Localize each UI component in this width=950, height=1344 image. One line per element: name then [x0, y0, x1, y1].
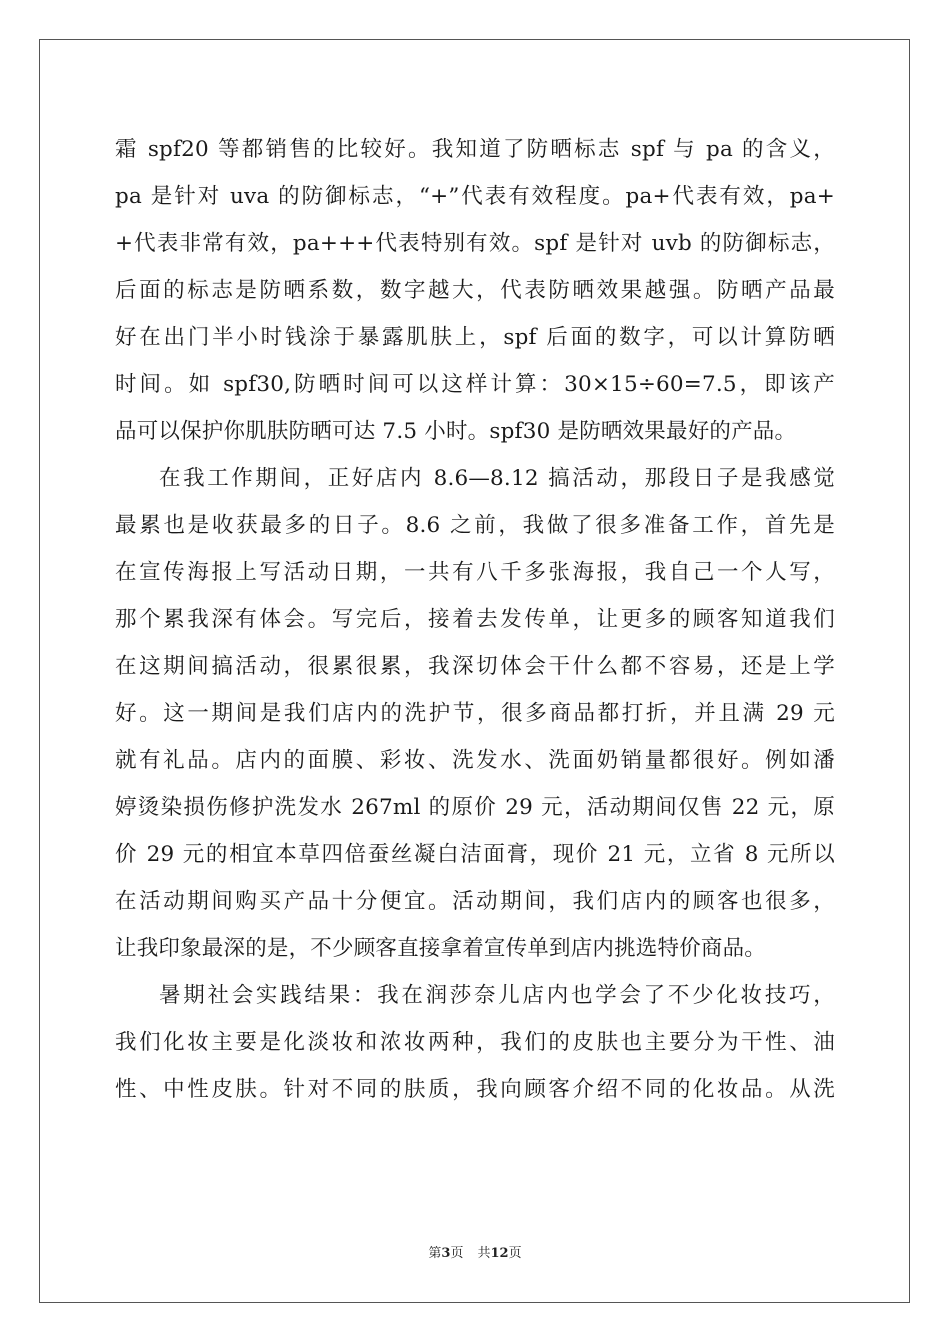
text-line: 我们化妆主要是化淡妆和浓妆两种，我们的皮肤也主要分为干性、油: [115, 1030, 835, 1055]
total-prefix: 共: [477, 1246, 491, 1261]
text-line: 时间。如 spf30,防晒时间可以这样计算：30×15÷60=7.5，即该产: [115, 372, 835, 397]
text-line: 好在出门半小时钱涂于暴露肌肤上，spf 后面的数字，可以计算防晒: [115, 325, 835, 350]
text-line: 就有礼品。店内的面膜、彩妆、洗发水、洗面奶销量都很好。例如潘: [115, 748, 835, 773]
total-suffix: 页: [508, 1246, 522, 1261]
text-line: 品可以保护你肌肤防晒可达 7.5 小时。spf30 是防晒效果最好的产品。: [115, 419, 797, 444]
document-body: [115, 126, 835, 1113]
text-line: 那个累我深有体会。写完后，接着去发传单，让更多的顾客知道我们: [115, 607, 835, 632]
text-line: 让我印象最深的是，不少顾客直接拿着宣传单到店内挑选特价商品。: [115, 936, 767, 961]
page-current: 3: [441, 1246, 451, 1261]
text-line: 在这期间搞活动，很累很累，我深切体会干什么都不容易，还是上学: [115, 654, 835, 679]
page-prefix: 第: [428, 1246, 442, 1261]
text-line: 在宣传海报上写活动日期，一共有八千多张海报，我自己一个人写，: [115, 560, 835, 585]
text-line: 好。这一期间是我们店内的洗护节，很多商品都打折，并且满 29 元: [115, 701, 835, 726]
page-footer: [0, 1245, 950, 1263]
text-line: 霜 spf20 等都销售的比较好。我知道了防晒标志 spf 与 pa 的含义，: [115, 137, 835, 162]
page-total: 12: [490, 1246, 509, 1261]
text-line: 最累也是收获最多的日子。8.6 之前，我做了很多准备工作，首先是: [115, 513, 835, 538]
text-line: 价 29 元的相宜本草四倍蚕丝凝白洁面膏，现价 21 元，立省 8 元所以: [115, 842, 835, 867]
text-line: 暑期社会实践结果：我在润莎奈儿店内也学会了不少化妆技巧，: [159, 983, 835, 1008]
page-suffix: 页: [450, 1246, 464, 1261]
text-line: 婷烫染损伤修护洗发水 267ml 的原价 29 元，活动期间仅售 22 元，原: [115, 795, 835, 820]
text-line: 在我工作期间，正好店内 8.6—8.12 搞活动，那段日子是我感觉: [159, 466, 835, 491]
text-line: +代表非常有效，pa+++代表特别有效。spf 是针对 uvb 的防御标志，: [115, 231, 835, 256]
text-line: pa 是针对 uva 的防御标志，“+”代表有效程度。pa+代表有效，pa+: [115, 184, 835, 209]
text-line: 后面的标志是防晒系数，数字越大，代表防晒效果越强。防晒产品最: [115, 278, 835, 303]
text-line: 在活动期间购买产品十分便宜。活动期间，我们店内的顾客也很多，: [115, 889, 835, 914]
text-line: 性、中性皮肤。针对不同的肤质，我向顾客介绍不同的化妆品。从洗: [115, 1077, 835, 1102]
